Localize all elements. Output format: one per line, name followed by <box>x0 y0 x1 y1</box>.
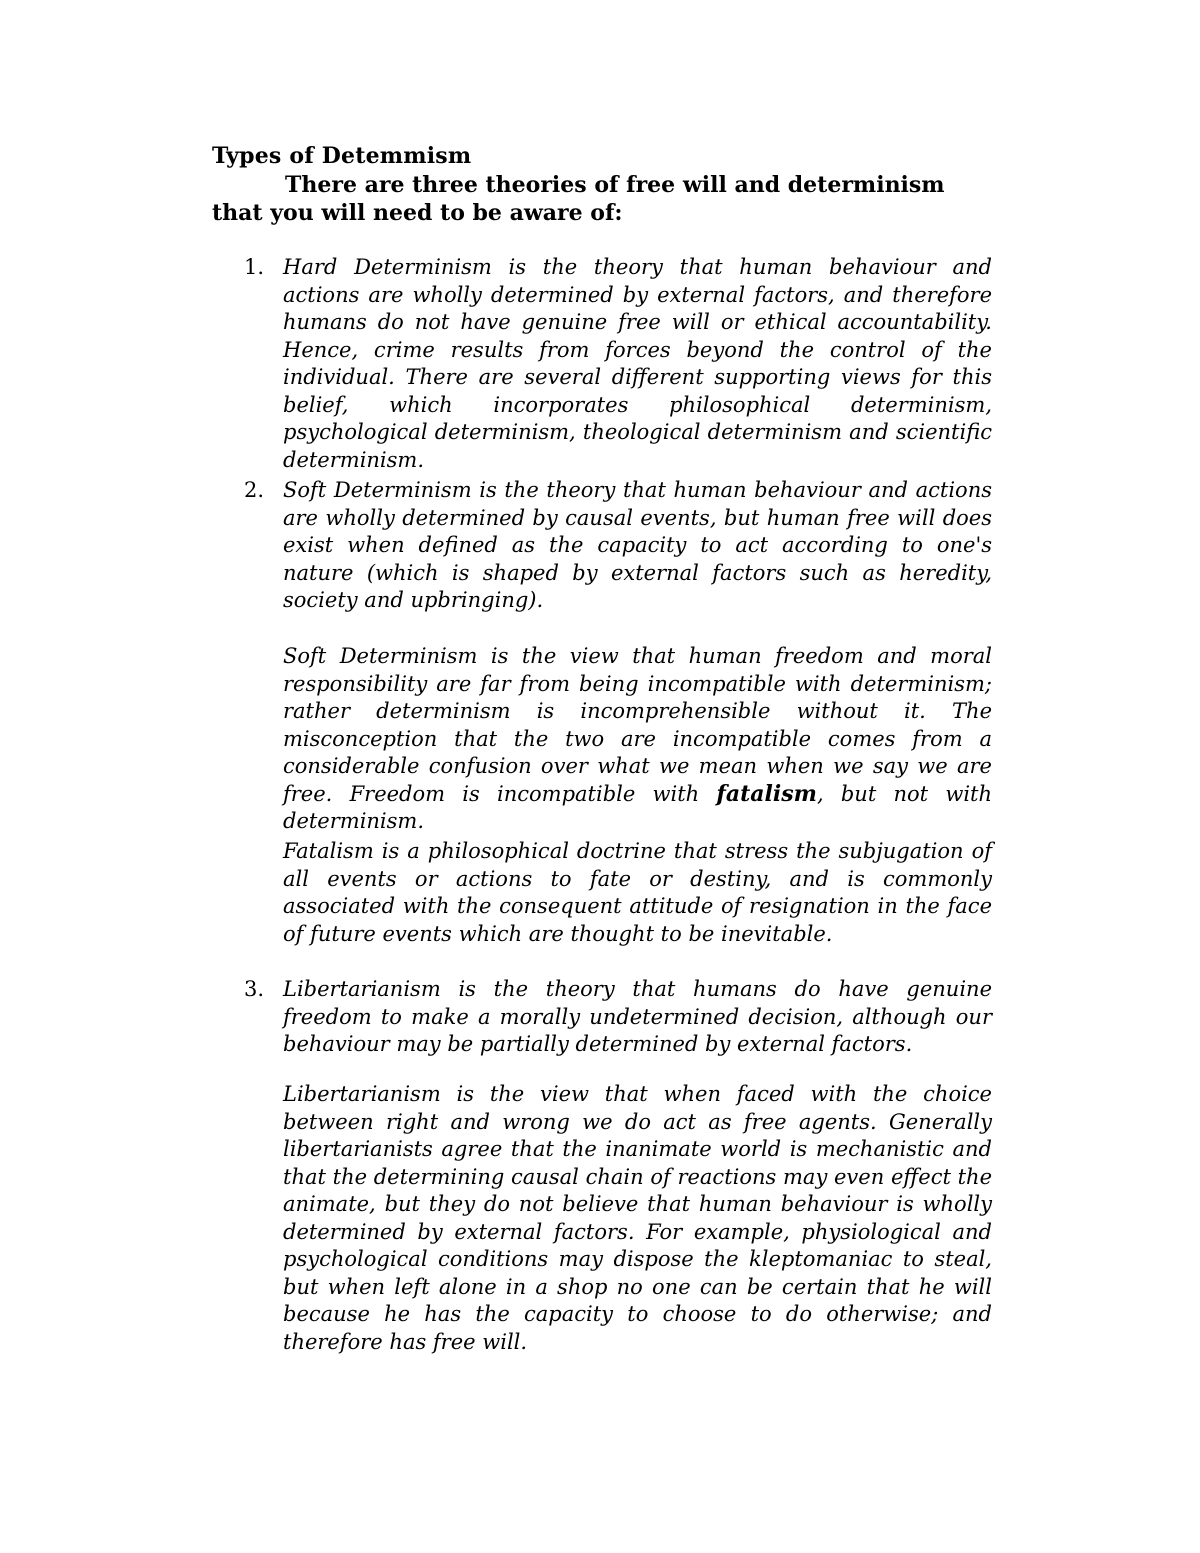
libertarianism-view-text: Libertarianism is the view that when faced with the choice between right and wrong we do act as free agents. Generally libertarianists agree that the inanimate world is mechanistic and that the determining causal chain of reactions may even effect the animate, but they do not believe that human behaviour is wholly determined by external factors. For example, physiological and psychological conditions may dispose the kleptomaniac to steal, but when left alone in a shop no one can be certain that he will because he has the capacity to choose to do otherwise; and therefore has free will. <box>283 1082 992 1354</box>
list-item-text: Soft Determinism is the theory that human behaviour and actions are wholly determined by causal events, but human free will does exist when defined as the capacity to act according to one's nature (which is shaped by external factors such as heredity, society and upbringing). <box>283 478 992 612</box>
intro-line-1: There are three theories of free will and determinism <box>285 172 945 198</box>
fatalism-emphasis: fatalism <box>716 780 817 807</box>
list-item-libertarianism <box>244 976 992 1059</box>
list-number: 3. <box>244 977 265 1001</box>
document-title: Types of Detemmism <box>212 143 472 169</box>
list-item-hard-determinism <box>244 254 992 474</box>
soft-view-text-after: , but not with determinism. <box>283 781 992 833</box>
list-number: 2. <box>244 478 265 502</box>
list-item-soft-determinism <box>244 477 992 615</box>
fatalism-definition-text: Fatalism is a philosophical doctrine that stress the subjugation of all events or actions to fate or destiny, and is commonly associated with the consequent attitude of resignation in the face of future events which are thought to be inevitable. <box>283 839 992 946</box>
list-item-text: Libertarianism is the theory that humans do have genuine freedom to make a morally undetermined decision, although our behaviour may be partially determined by external factors. <box>283 977 992 1056</box>
list-number: 1. <box>244 255 265 279</box>
intro-line-2: that you will need to be aware of: <box>212 200 623 226</box>
libertarianism-view-paragraph <box>283 1081 992 1356</box>
list-item-text: Hard Determinism is the theory that human behaviour and actions are wholly determined by external factors, and therefore humans do not have genuine free will or ethical accountability. Hence, crime results from forces beyond the control of the individual. There are several different supporting views for this belief, which incorporates philosophical determinism, psychological determinism, theological determinism and scientific determinism. <box>283 255 992 472</box>
soft-determinism-view-paragraph <box>283 643 992 836</box>
intro-paragraph <box>212 171 972 227</box>
fatalism-definition-paragraph <box>283 838 992 948</box>
soft-view-text <box>283 643 992 836</box>
soft-view-text-before: Soft Determinism is the view that human freedom and moral responsibility are far from being incompatible with determinism; rather determinism is incomprehensible without it. The misconception that the two are incompatible comes from a considerable confusion over what we mean when we say we are free. Freedom is incompatible with <box>283 644 992 806</box>
